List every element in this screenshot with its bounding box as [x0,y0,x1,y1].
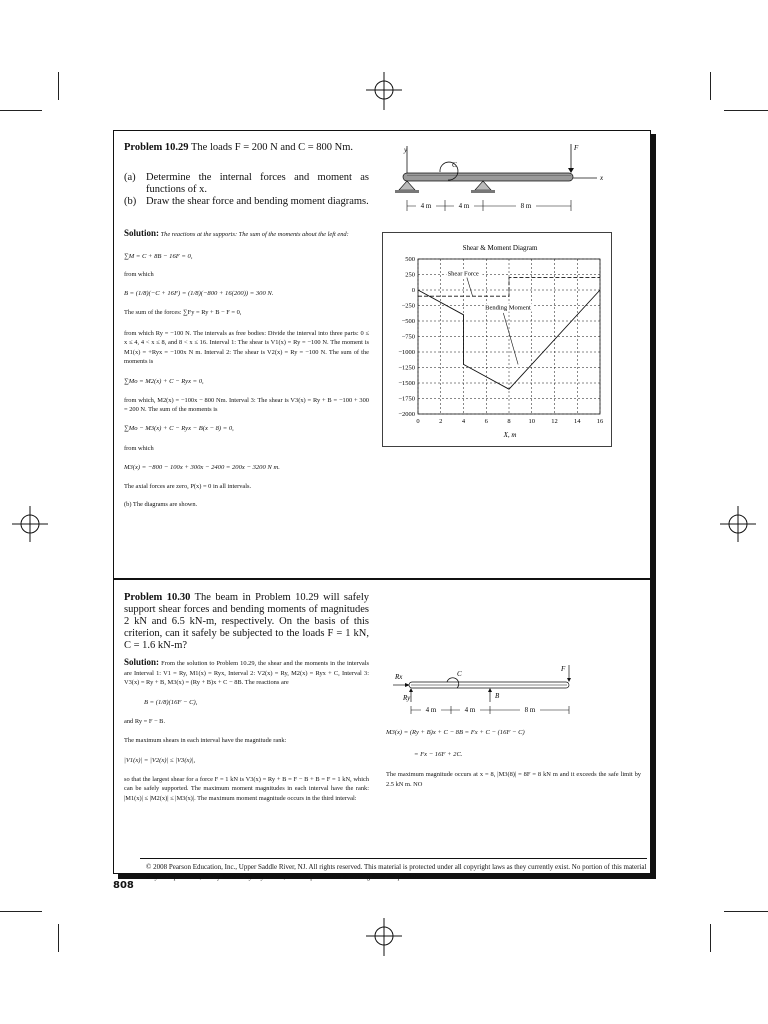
solution-text: so that the largest shear for a force F = 1 kN is V3(x) = Ry + B = F − B + B = F = 1 kN, which can be safely supported. The maximum moment magnitudes in each interval have the rank: |M1(x)| ≤ |M2(x)| ≤ |M3(x)|. The maximum moment magnitude occurs in the third interval: [124,775,369,802]
equation: B = (1/8)(16F − C), [144,698,198,706]
solution-text: from which [124,444,154,452]
part-item: (b) Draw the shear force and bending moment diagrams. [124,196,369,207]
x-tick-label: 14 [574,418,581,425]
rx-label: Rx [395,673,403,681]
dimension-label: 4 m [464,706,476,714]
y-tick-label: 0 [411,287,415,294]
shear-force-annotation: Shear Force [447,270,479,278]
bending-moment-annotation: Bending Moment [485,304,531,312]
solution-text: The reactions at the supports: The sum of the moments about the left end: [160,231,349,238]
problem-statement: The beam in Problem 10.29 will safely support shear forces and bending moments of magnitudes 2 kN and 6.5 kN-m, respectively. On the basis of this criterion, can it safely be subjected to the loads F = 1 kN, C = 1.6 kN-m? [124,592,370,651]
equation: M3(x) = −800 − 100x + 300x − 2400 = 200x − 3200 N m. [124,464,280,471]
couple-label: C [457,670,462,678]
x-tick-label: 8 [507,418,511,425]
problem-10-30-heading [124,592,369,652]
problem-10-29-heading [124,142,369,154]
y-axis-label: y [404,146,408,154]
equation: = Fx − 16F + 2C. [414,751,463,758]
crop-mark [58,924,59,952]
problem-parts [124,172,369,208]
dimension-label: 8 m [524,706,536,714]
x-tick-label: 6 [484,418,488,425]
solution-10-30-left [124,658,369,803]
dimension-label: 4 m [458,202,470,210]
crop-mark [710,72,711,100]
x-tick-label: 0 [416,418,420,425]
solution-text: The maximum magnitude occurs at x = 8, |M3(8)| = 8F = 8 kN m and it exceeds the safe limit by 2.5 kN m. NO [386,771,641,788]
registration-mark-left [10,504,50,544]
y-tick-label: −1500 [398,380,415,387]
beam [403,173,573,181]
crop-mark [710,924,711,952]
solution-label: Solution: [124,657,160,667]
roller-support [475,181,491,190]
problem-title: Problem 10.30 [124,592,191,603]
y-tick-label: −1250 [398,364,415,372]
force-label: F [574,144,579,152]
equation: ∑Mo − M3(x) + C − Ryx − B(x − 8) = 0, [124,424,234,432]
y-tick-label: 250 [405,271,415,279]
shear-moment-chart [382,232,612,447]
registration-mark-right [718,504,758,544]
ry-label: Ry [403,694,411,702]
equation: M3(x) = (Ry + B)x + C − 8B = Fx + C − (16F − C) [386,729,525,736]
y-tick-label: −1750 [398,395,415,403]
solution-text: and Ry = F − B. [124,717,166,725]
x-tick-label: 16 [596,418,604,425]
solution-text: The axial forces are zero, P(x) = 0 in all intervals. [124,483,252,490]
x-axis-label: X, m [503,431,517,439]
dimension-label: 4 m [425,706,437,714]
problem-title: Problem 10.29 [124,142,189,153]
solution-text: The maximum shears in each interval have the magnitude rank: [124,737,287,744]
y-tick-label: −750 [401,333,415,341]
solution-label: Solution: [124,228,160,238]
dimension-label: 4 m [420,202,432,210]
x-tick-label: 10 [528,418,535,425]
y-tick-label: −1000 [398,349,415,356]
beam-figure-10-30 [385,660,610,720]
registration-mark-bottom [364,918,404,958]
equation: |V1(x)| = |V2(x)| ≤ |V3(x)|, [124,756,196,764]
chart-title: Shear & Moment Diagram [462,244,538,252]
pin-support [399,181,415,190]
solution-text: from which Ry = −100 N. The intervals as free bodies: Divide the interval into three parts: 0 ≤ x ≤ 4, 4 < x ≤ 8, and 8 < x ≤ 16. Interval 1: The shear is V1(x) = Ry = −100 N. The moment is M1(x) = +Ryx = −100x N m. Interval 2: The shear is V2(x) = Ry = −100 N. The sum of the moments is [124,329,369,365]
crop-mark [58,72,59,100]
problem-divider [113,578,651,580]
y-tick-label: −500 [401,318,415,325]
footer-rule [140,858,647,859]
frame-shadow [651,134,656,878]
copyright-notice: © 2008 Pearson Education, Inc., Upper Saddle River, NJ. All rights reserved. This material is protected under all copyright laws as they currently exist. No portion of this material may be reproduced, in any form or by any means, without permission in writing from the publisher. [146,863,647,881]
x-tick-label: 2 [439,418,443,425]
registration-mark-top [364,72,404,112]
y-tick-label: 500 [405,256,415,263]
solution-10-30-right [386,728,641,789]
x-axis-label: x [600,174,604,182]
crop-mark [724,911,768,912]
solution-text: The sum of the forces: ∑Fy = Ry + B − F = 0, [124,309,242,316]
solution-text: (b) The diagrams are shown. [124,500,198,508]
y-tick-label: −2000 [398,411,415,418]
x-tick-label: 4 [461,418,466,425]
solution-10-29 [124,229,369,509]
part-item: (a) Determine the internal forces and moment as functions of x. [124,172,369,195]
force-label: F [561,665,566,673]
crop-mark [724,110,768,111]
y-tick-label: −250 [401,302,415,310]
couple-label: C [452,161,457,169]
solution-text: From the solution to Problem 10.29, the shear and the moments in the intervals are Interval 1: V1 = Ry, M1(x) = Ryx, Interval 2: V2(x) = Ry, M2(x) = Ryx + C, Interval 3: V3(x) = Ry + B, M3(x) = (Ry + B)x + C − 8B. The reactions are [124,660,369,686]
crop-mark [0,110,42,111]
crop-mark [0,911,42,912]
equation: ∑Mo = M2(x) + C − Ryx = 0, [124,377,204,385]
dimension-label: 8 m [520,202,532,210]
equation: ∑M = C + 8B − 16F = 0, [124,252,193,260]
equation: B = (1/8)(−C + 16F) = (1/8)(−800 + 16(200)) = 300 N. [124,290,274,297]
x-tick-label: 12 [551,418,558,425]
solution-text: from which, M2(x) = −100x − 800 Nm. Interval 3: The shear is V3(x) = Ry + B = −100 + 300 = 200 N. The sum of the moments is [124,396,369,413]
problem-statement: The loads F = 200 N and C = 800 Nm. [191,142,354,153]
solution-text: from which [124,270,154,278]
reaction-b-label: B [495,692,500,700]
page-number: 808 [113,880,134,891]
beam-figure-10-29 [385,138,610,218]
